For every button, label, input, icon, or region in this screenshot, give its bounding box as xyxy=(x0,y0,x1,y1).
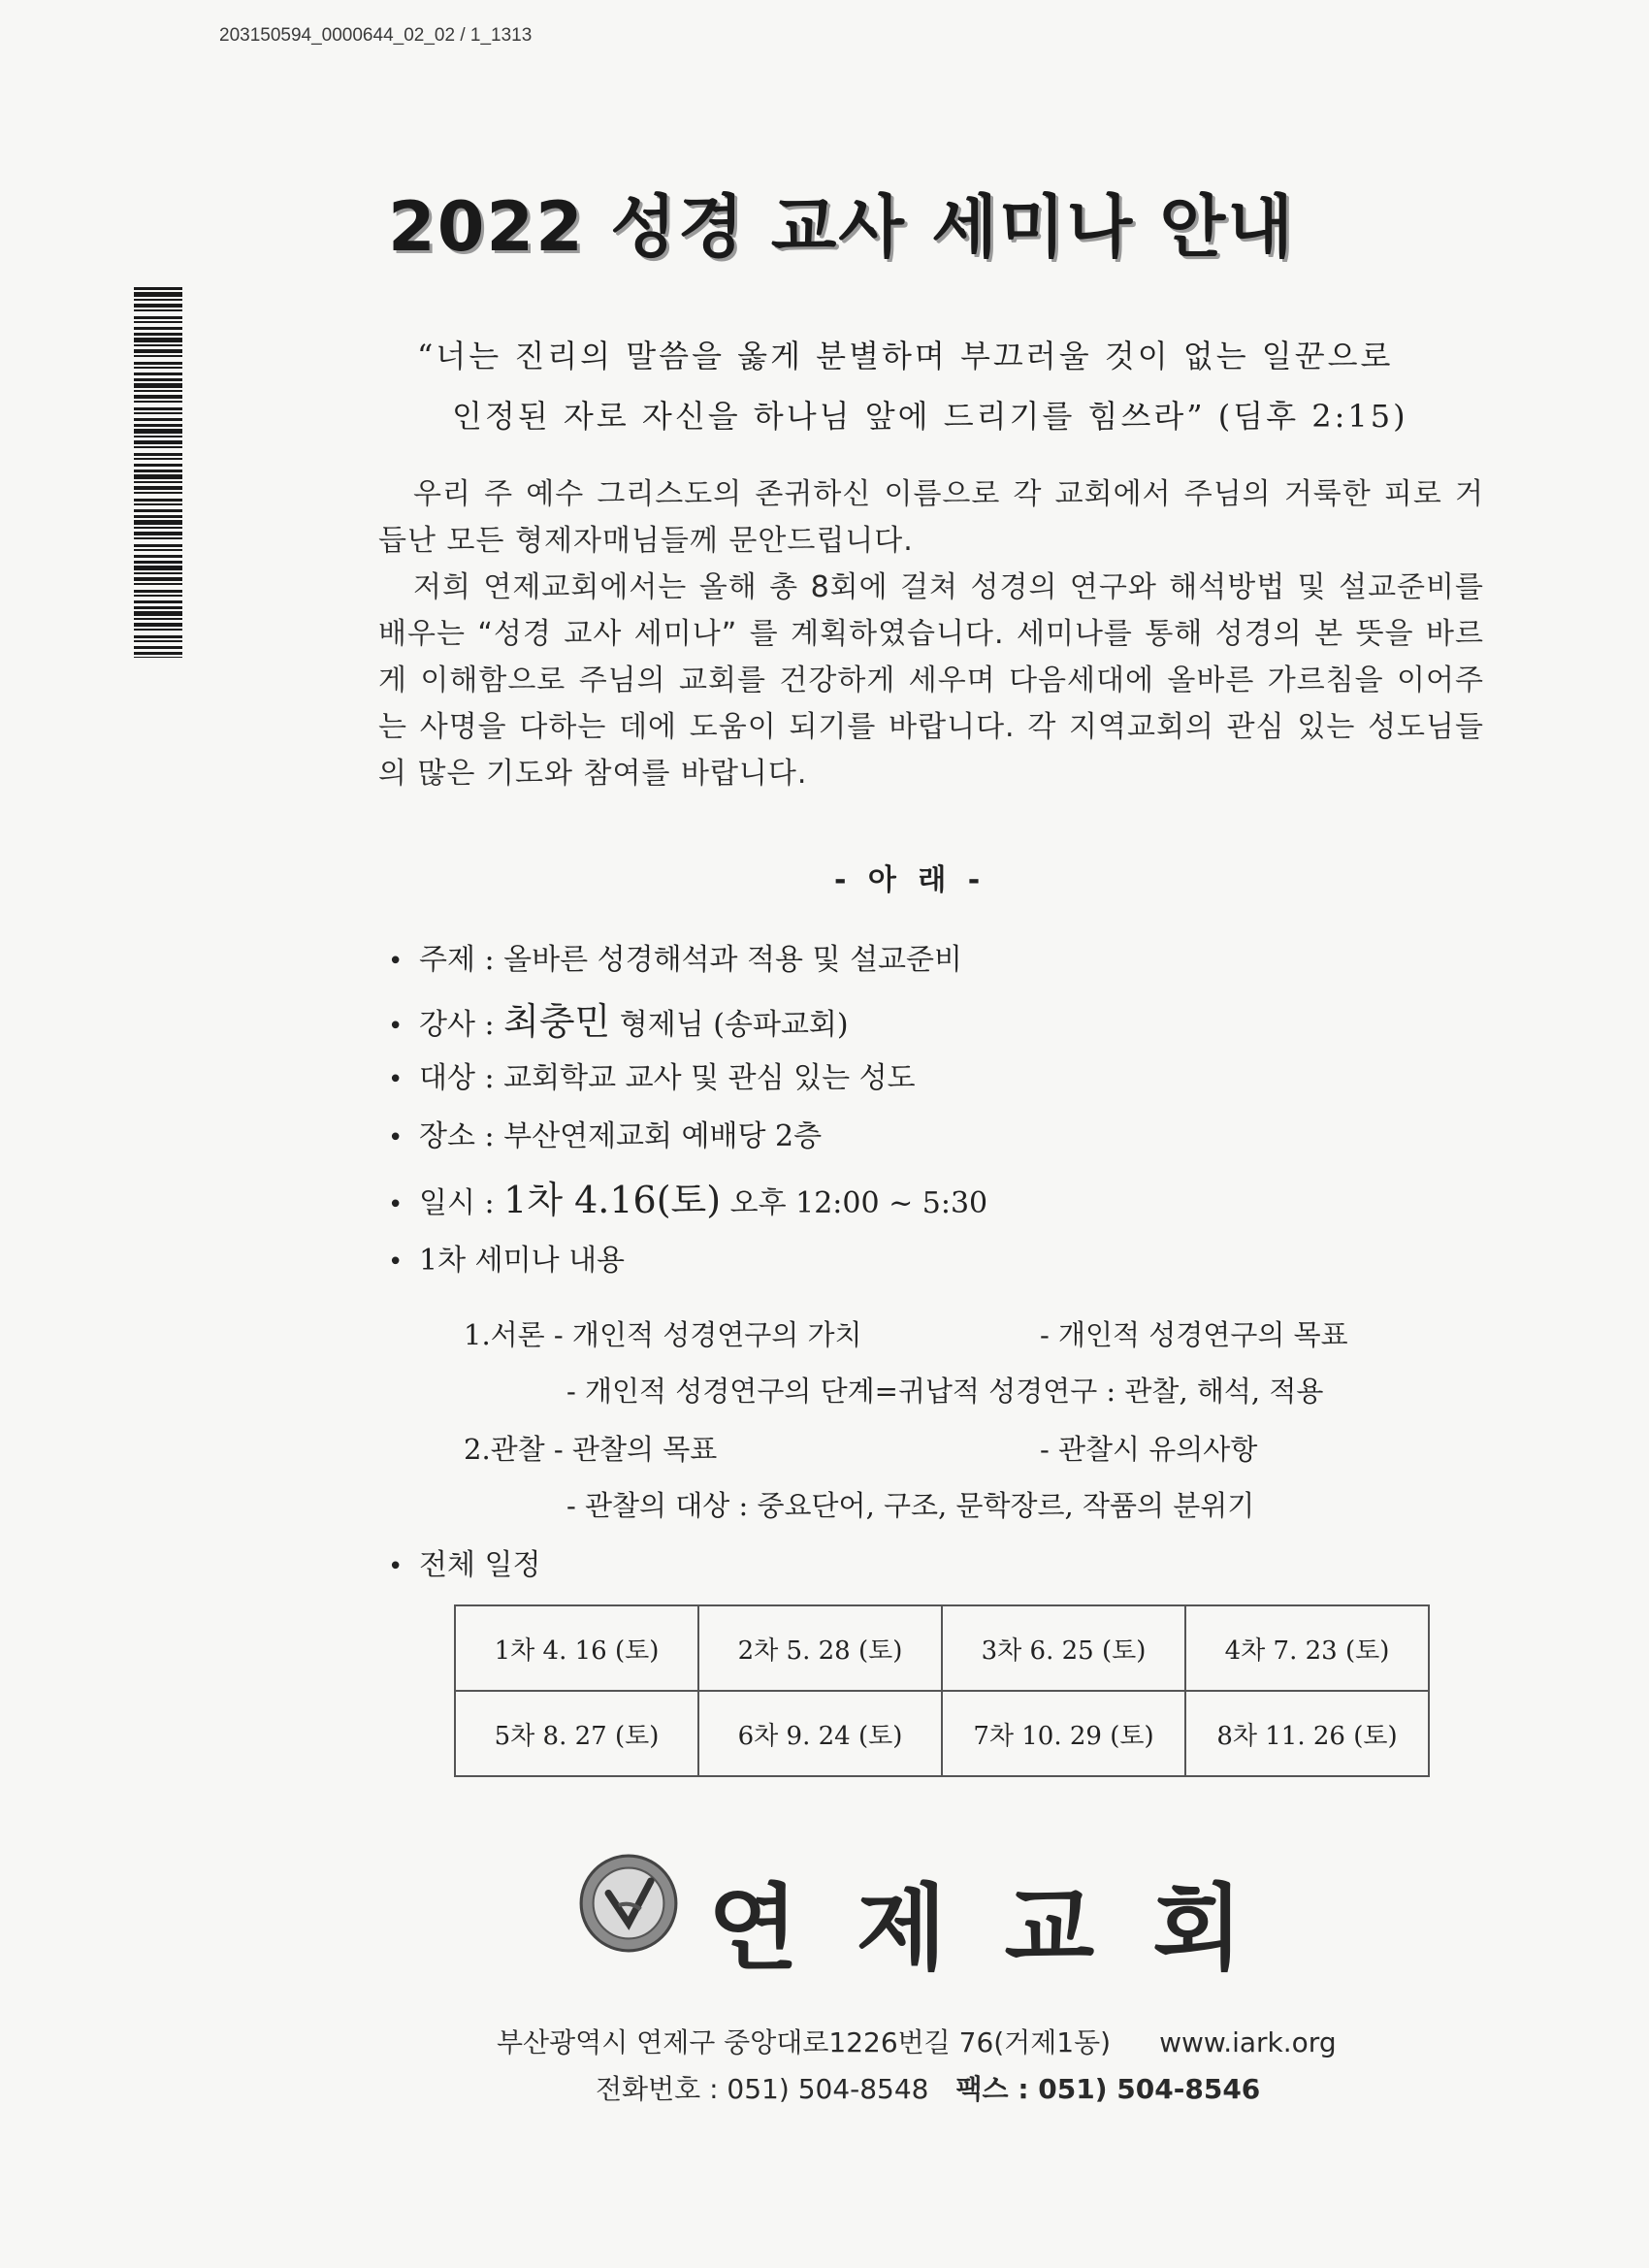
barcode-stripe xyxy=(134,304,182,308)
verse-line-1: “너는 진리의 말씀을 옳게 분별하며 부끄러울 것이 없는 일꾼으로 xyxy=(417,338,1394,374)
content-item-2b: - 관찰시 유의사항 xyxy=(1040,1433,1258,1466)
barcode-stripe xyxy=(134,566,182,570)
barcode-stripe xyxy=(134,458,182,460)
schedule-cell: 2차 5. 28 (토) xyxy=(698,1605,942,1691)
barcode-stripe xyxy=(134,499,182,502)
barcode-stripe xyxy=(134,401,182,403)
barcode-stripe xyxy=(134,474,182,479)
detail-audience: • 대상 : 교회학교 교사 및 관심 있는 성도 xyxy=(388,1061,916,1095)
barcode-stripe xyxy=(134,446,182,448)
barcode-image xyxy=(134,287,182,658)
barcode-stripe xyxy=(134,316,182,319)
page-title: 2022 성경 교사 세미나 안내 xyxy=(388,187,1295,267)
section-heading: - 아 래 - xyxy=(834,863,986,897)
barcode-stripe xyxy=(134,383,182,388)
schedule-cell: 5차 8. 27 (토) xyxy=(455,1691,698,1776)
barcode-stripe xyxy=(134,373,182,375)
barcode-stripe xyxy=(134,611,182,616)
barcode-stripe xyxy=(134,623,182,627)
barcode-stripe xyxy=(134,292,182,297)
content-item-1c: - 개인적 성경연구의 단계=귀납적 성경연구 : 관찰, 해석, 적용 xyxy=(566,1375,1324,1408)
barcode-stripe xyxy=(134,520,182,525)
table-row xyxy=(455,1691,1429,1776)
barcode-stripe xyxy=(134,407,182,410)
barcode-stripe xyxy=(134,657,182,658)
barcode-stripe xyxy=(134,412,182,414)
barcode-stripe xyxy=(134,424,182,427)
barcode-stripe xyxy=(134,544,182,547)
bullet: • xyxy=(388,947,404,976)
detail-speaker: • 강사 : 최충민 형제님 (송파교회) xyxy=(388,1000,849,1043)
barcode-stripe xyxy=(134,629,182,631)
barcode-stripe xyxy=(134,549,182,551)
schedule-table xyxy=(454,1604,1430,1777)
barcode-stripe xyxy=(134,390,182,392)
barcode-stripe xyxy=(134,537,182,539)
barcode-stripe xyxy=(134,355,182,357)
barcode-stripe xyxy=(134,635,182,638)
church-logo-icon xyxy=(578,1853,679,1954)
barcode-stripe xyxy=(134,299,182,301)
barcode-stripe xyxy=(134,309,182,311)
table-row xyxy=(455,1605,1429,1691)
content-item-2c: - 관찰의 대상 : 중요단어, 구조, 문학장르, 작품의 분위기 xyxy=(566,1489,1255,1522)
bullet: • xyxy=(388,1190,404,1219)
detail-place: • 장소 : 부산연제교회 예배당 2층 xyxy=(388,1119,823,1153)
verse-line-2: 인정된 자로 자신을 하나님 앞에 드리기를 힘쓰라” (딤후 2:15) xyxy=(452,398,1408,435)
barcode-stripe xyxy=(134,486,182,490)
detail-time: • 일시 : 1차 4.16(토) 오후 12:00 ~ 5:30 xyxy=(388,1179,988,1221)
barcode-stripe xyxy=(134,338,182,342)
document-id: 203150594_0000644_02_02 / 1_1313 xyxy=(219,25,533,46)
detail-topic: • 주제 : 올바른 성경해석과 적용 및 설교준비 xyxy=(388,943,962,977)
barcode-stripe xyxy=(134,595,182,597)
bullet: • xyxy=(388,1123,404,1152)
barcode-stripe xyxy=(134,395,182,399)
barcode-stripe xyxy=(134,418,182,421)
barcode-stripe xyxy=(134,515,182,518)
schedule-cell: 1차 4. 16 (토) xyxy=(455,1605,698,1691)
barcode-stripe xyxy=(134,367,182,369)
schedule-cell: 7차 10. 29 (토) xyxy=(942,1691,1185,1776)
barcode-stripe xyxy=(134,287,182,290)
barcode-stripe xyxy=(134,600,182,603)
intro-paragraph-2: 저희 연제교회에서는 올해 총 8회에 걸쳐 성경의 연구와 해석방법 및 설교준비를 배우는 “성경 교사 세미나” 를 계획하였습니다. 세미나를 통해 성경의 본 뜻을 바르게 이해함으로 주님의 교회를 건강하게 세우며 다음세대에 올바른 가르침을 이어주는 사명을 다하는 데에 도움이 되기를 바랍니다. 각 지역교회의 관심 있는 성도님들의 많은 기도와 참여를 바랍니다. xyxy=(378,570,1484,791)
time-main: 1차 4.16(토) xyxy=(503,1179,722,1221)
fax-number: 팩스 : 051) 504-8546 xyxy=(955,2073,1261,2105)
website-link[interactable]: www.iark.org xyxy=(1159,2026,1337,2058)
barcode-stripe xyxy=(134,618,182,620)
barcode-stripe xyxy=(134,429,182,434)
barcode-stripe xyxy=(134,436,182,437)
contact-info xyxy=(596,2068,1260,2107)
barcode-stripe xyxy=(134,606,182,609)
barcode-stripe xyxy=(134,561,182,564)
detail-schedule-heading: • 전체 일정 xyxy=(388,1548,541,1582)
barcode-stripe xyxy=(134,590,182,593)
intro-paragraph-1: 우리 주 예수 그리스도의 존귀하신 이름으로 각 교회에서 주님의 거룩한 피로 거듭난 모든 형제자매님들께 문안드립니다. xyxy=(378,477,1484,558)
barcode-stripe xyxy=(134,321,182,323)
detail-content-heading: • 1차 세미나 내용 xyxy=(388,1244,626,1278)
barcode-stripe xyxy=(134,532,182,535)
barcode-stripe xyxy=(134,344,182,346)
barcode-stripe xyxy=(134,362,182,365)
barcode-stripe xyxy=(134,378,182,381)
bullet: • xyxy=(388,1247,404,1277)
address-text: 부산광역시 연제구 중앙대로1226번길 76(거제1동) xyxy=(497,2026,1112,2058)
barcode-stripe xyxy=(134,453,182,456)
barcode-stripe xyxy=(134,481,182,483)
schedule-cell: 4차 7. 23 (토) xyxy=(1185,1605,1429,1691)
barcode-stripe xyxy=(134,555,182,558)
barcode-stripe xyxy=(134,470,182,472)
content-item-2: 2.관찰 - 관찰의 목표 xyxy=(464,1433,718,1466)
barcode-stripe xyxy=(134,333,182,336)
phone-number: 전화번호 : 051) 504-8548 xyxy=(596,2073,929,2105)
barcode-stripe xyxy=(134,583,182,585)
barcode-stripe xyxy=(134,646,182,649)
schedule-cell: 8차 11. 26 (토) xyxy=(1185,1691,1429,1776)
schedule-cell: 3차 6. 25 (토) xyxy=(942,1605,1185,1691)
bible-verse xyxy=(417,326,1504,446)
intro-text xyxy=(378,471,1484,797)
bullet: • xyxy=(388,1065,404,1094)
barcode-stripe xyxy=(134,440,182,444)
barcode-stripe xyxy=(134,572,182,574)
barcode-stripe xyxy=(134,349,182,353)
church-name: 연제교회 xyxy=(708,1874,1301,1983)
church-address xyxy=(497,2022,1337,2060)
barcode-stripe xyxy=(134,527,182,529)
barcode-stripe xyxy=(134,327,182,330)
barcode-stripe xyxy=(134,492,182,494)
content-item-1b: - 개인적 성경연구의 목표 xyxy=(1040,1318,1348,1351)
barcode-stripe xyxy=(134,509,182,512)
speaker-name: 최충민 xyxy=(503,1000,611,1043)
barcode-stripe xyxy=(134,577,182,581)
barcode-stripe xyxy=(134,652,182,655)
barcode-stripe xyxy=(134,640,182,642)
content-item-1: 1.서론 - 개인적 성경연구의 가치 xyxy=(464,1318,862,1351)
bullet: • xyxy=(388,1012,404,1041)
bullet: • xyxy=(388,1552,404,1581)
barcode-stripe xyxy=(134,503,182,505)
schedule-cell: 6차 9. 24 (토) xyxy=(698,1691,942,1776)
barcode-stripe xyxy=(134,464,182,467)
